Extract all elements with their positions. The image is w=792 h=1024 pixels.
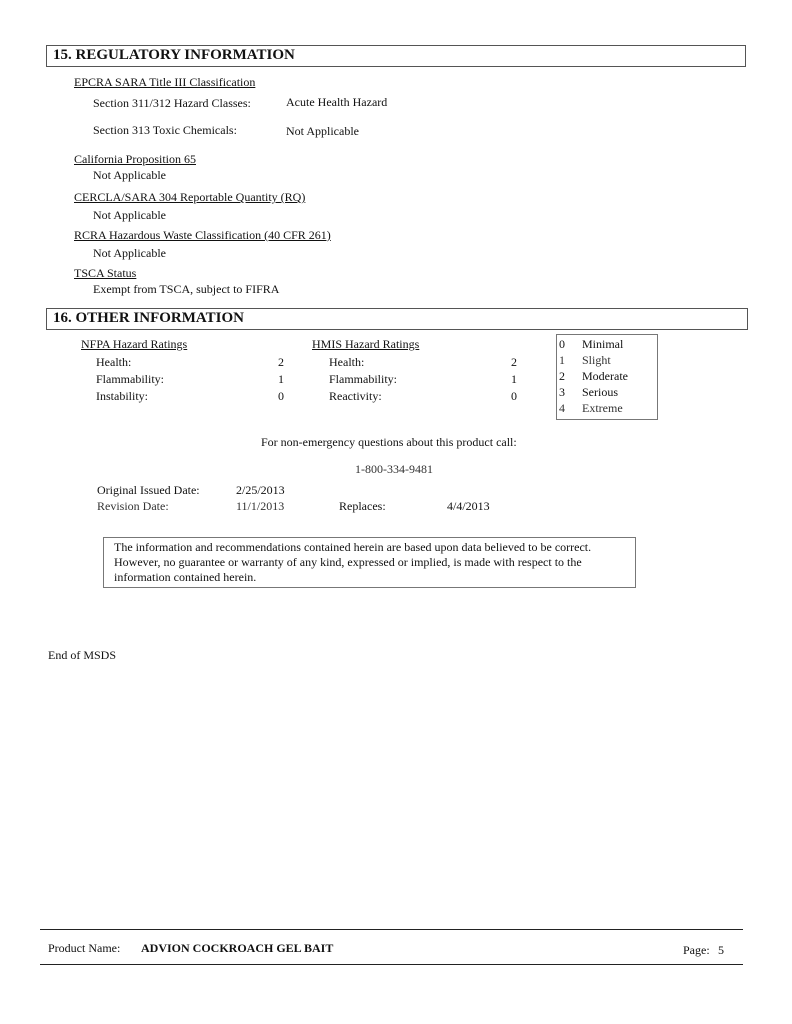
contact-text: For non-emergency questions about this product call:: [261, 435, 517, 449]
replaces-label: Replaces:: [339, 499, 386, 513]
nfpa-health-value: 2: [278, 355, 284, 369]
hmis-health-label: Health:: [329, 355, 365, 369]
legend-text-2: Moderate: [582, 369, 628, 383]
prop65-heading: California Proposition 65: [74, 152, 196, 166]
tsca-value: Exempt from TSCA, subject to FIFRA: [93, 282, 280, 296]
legend-text-4: Extreme: [582, 401, 623, 415]
end-of-msds: End of MSDS: [48, 648, 117, 662]
original-issued-label: Original Issued Date:: [97, 483, 200, 497]
epcra-heading: EPCRA SARA Title III Classification: [74, 75, 256, 89]
rcra-heading: RCRA Hazardous Waste Classification (40 CFR 261): [74, 228, 331, 242]
hmis-health-value: 2: [511, 355, 517, 369]
footer-page-label: Page:: [683, 943, 710, 957]
hmis-reactivity-value: 0: [511, 389, 517, 403]
legend-num-3: 3: [559, 385, 565, 399]
footer-bottom-rule: [40, 964, 743, 965]
nfpa-flammability-value: 1: [278, 372, 284, 386]
legend-text-3: Serious: [582, 385, 618, 399]
footer-product-label: Product Name:: [48, 941, 121, 955]
legend-num-1: 1: [559, 353, 565, 367]
nfpa-heading: NFPA Hazard Ratings: [81, 337, 188, 351]
legend-num-4: 4: [559, 401, 565, 415]
tsca-heading: TSCA Status: [74, 266, 137, 280]
nfpa-instability-label: Instability:: [96, 389, 148, 403]
rcra-value: Not Applicable: [93, 246, 166, 260]
original-issued-value: 2/25/2013: [236, 483, 285, 497]
legend-num-0: 0: [559, 337, 565, 351]
phone-number: 1-800-334-9481: [355, 462, 433, 476]
footer-top-rule: [40, 929, 743, 930]
cercla-heading: CERCLA/SARA 304 Reportable Quantity (RQ): [74, 190, 306, 204]
nfpa-health-label: Health:: [96, 355, 132, 369]
hmis-heading: HMIS Hazard Ratings: [312, 337, 420, 351]
nfpa-instability-value: 0: [278, 389, 284, 403]
toxic-chemicals-label: Section 313 Toxic Chemicals:: [93, 123, 237, 137]
toxic-chemicals-value: Not Applicable: [286, 124, 359, 138]
hmis-flammability-label: Flammability:: [329, 372, 397, 386]
prop65-value: Not Applicable: [93, 168, 166, 182]
cercla-value: Not Applicable: [93, 208, 166, 222]
revision-date-value: 11/1/2013: [236, 499, 285, 513]
section-15-header: 15. REGULATORY INFORMATION: [46, 45, 746, 67]
hmis-flammability-value: 1: [511, 372, 517, 386]
hazard-classes-label: Section 311/312 Hazard Classes:: [93, 96, 251, 110]
replaces-value: 4/4/2013: [447, 499, 490, 513]
nfpa-flammability-label: Flammability:: [96, 372, 164, 386]
hazard-classes-value: Acute Health Hazard: [286, 95, 388, 109]
hmis-reactivity-label: Reactivity:: [329, 389, 382, 403]
legend-num-2: 2: [559, 369, 565, 383]
legend-text-0: Minimal: [582, 337, 624, 351]
footer-page-number: 5: [718, 943, 724, 957]
disclaimer-box: The information and recommendations contained herein are based upon data believed to be correct. However, no guarantee or warranty of any kind, expressed or implied, is made with respect to the information contained herein.: [103, 537, 636, 588]
section-16-header: 16. OTHER INFORMATION: [46, 308, 748, 330]
revision-date-label: Revision Date:: [97, 499, 169, 513]
legend-text-1: Slight: [582, 353, 611, 367]
footer-product-name: ADVION COCKROACH GEL BAIT: [141, 941, 334, 955]
